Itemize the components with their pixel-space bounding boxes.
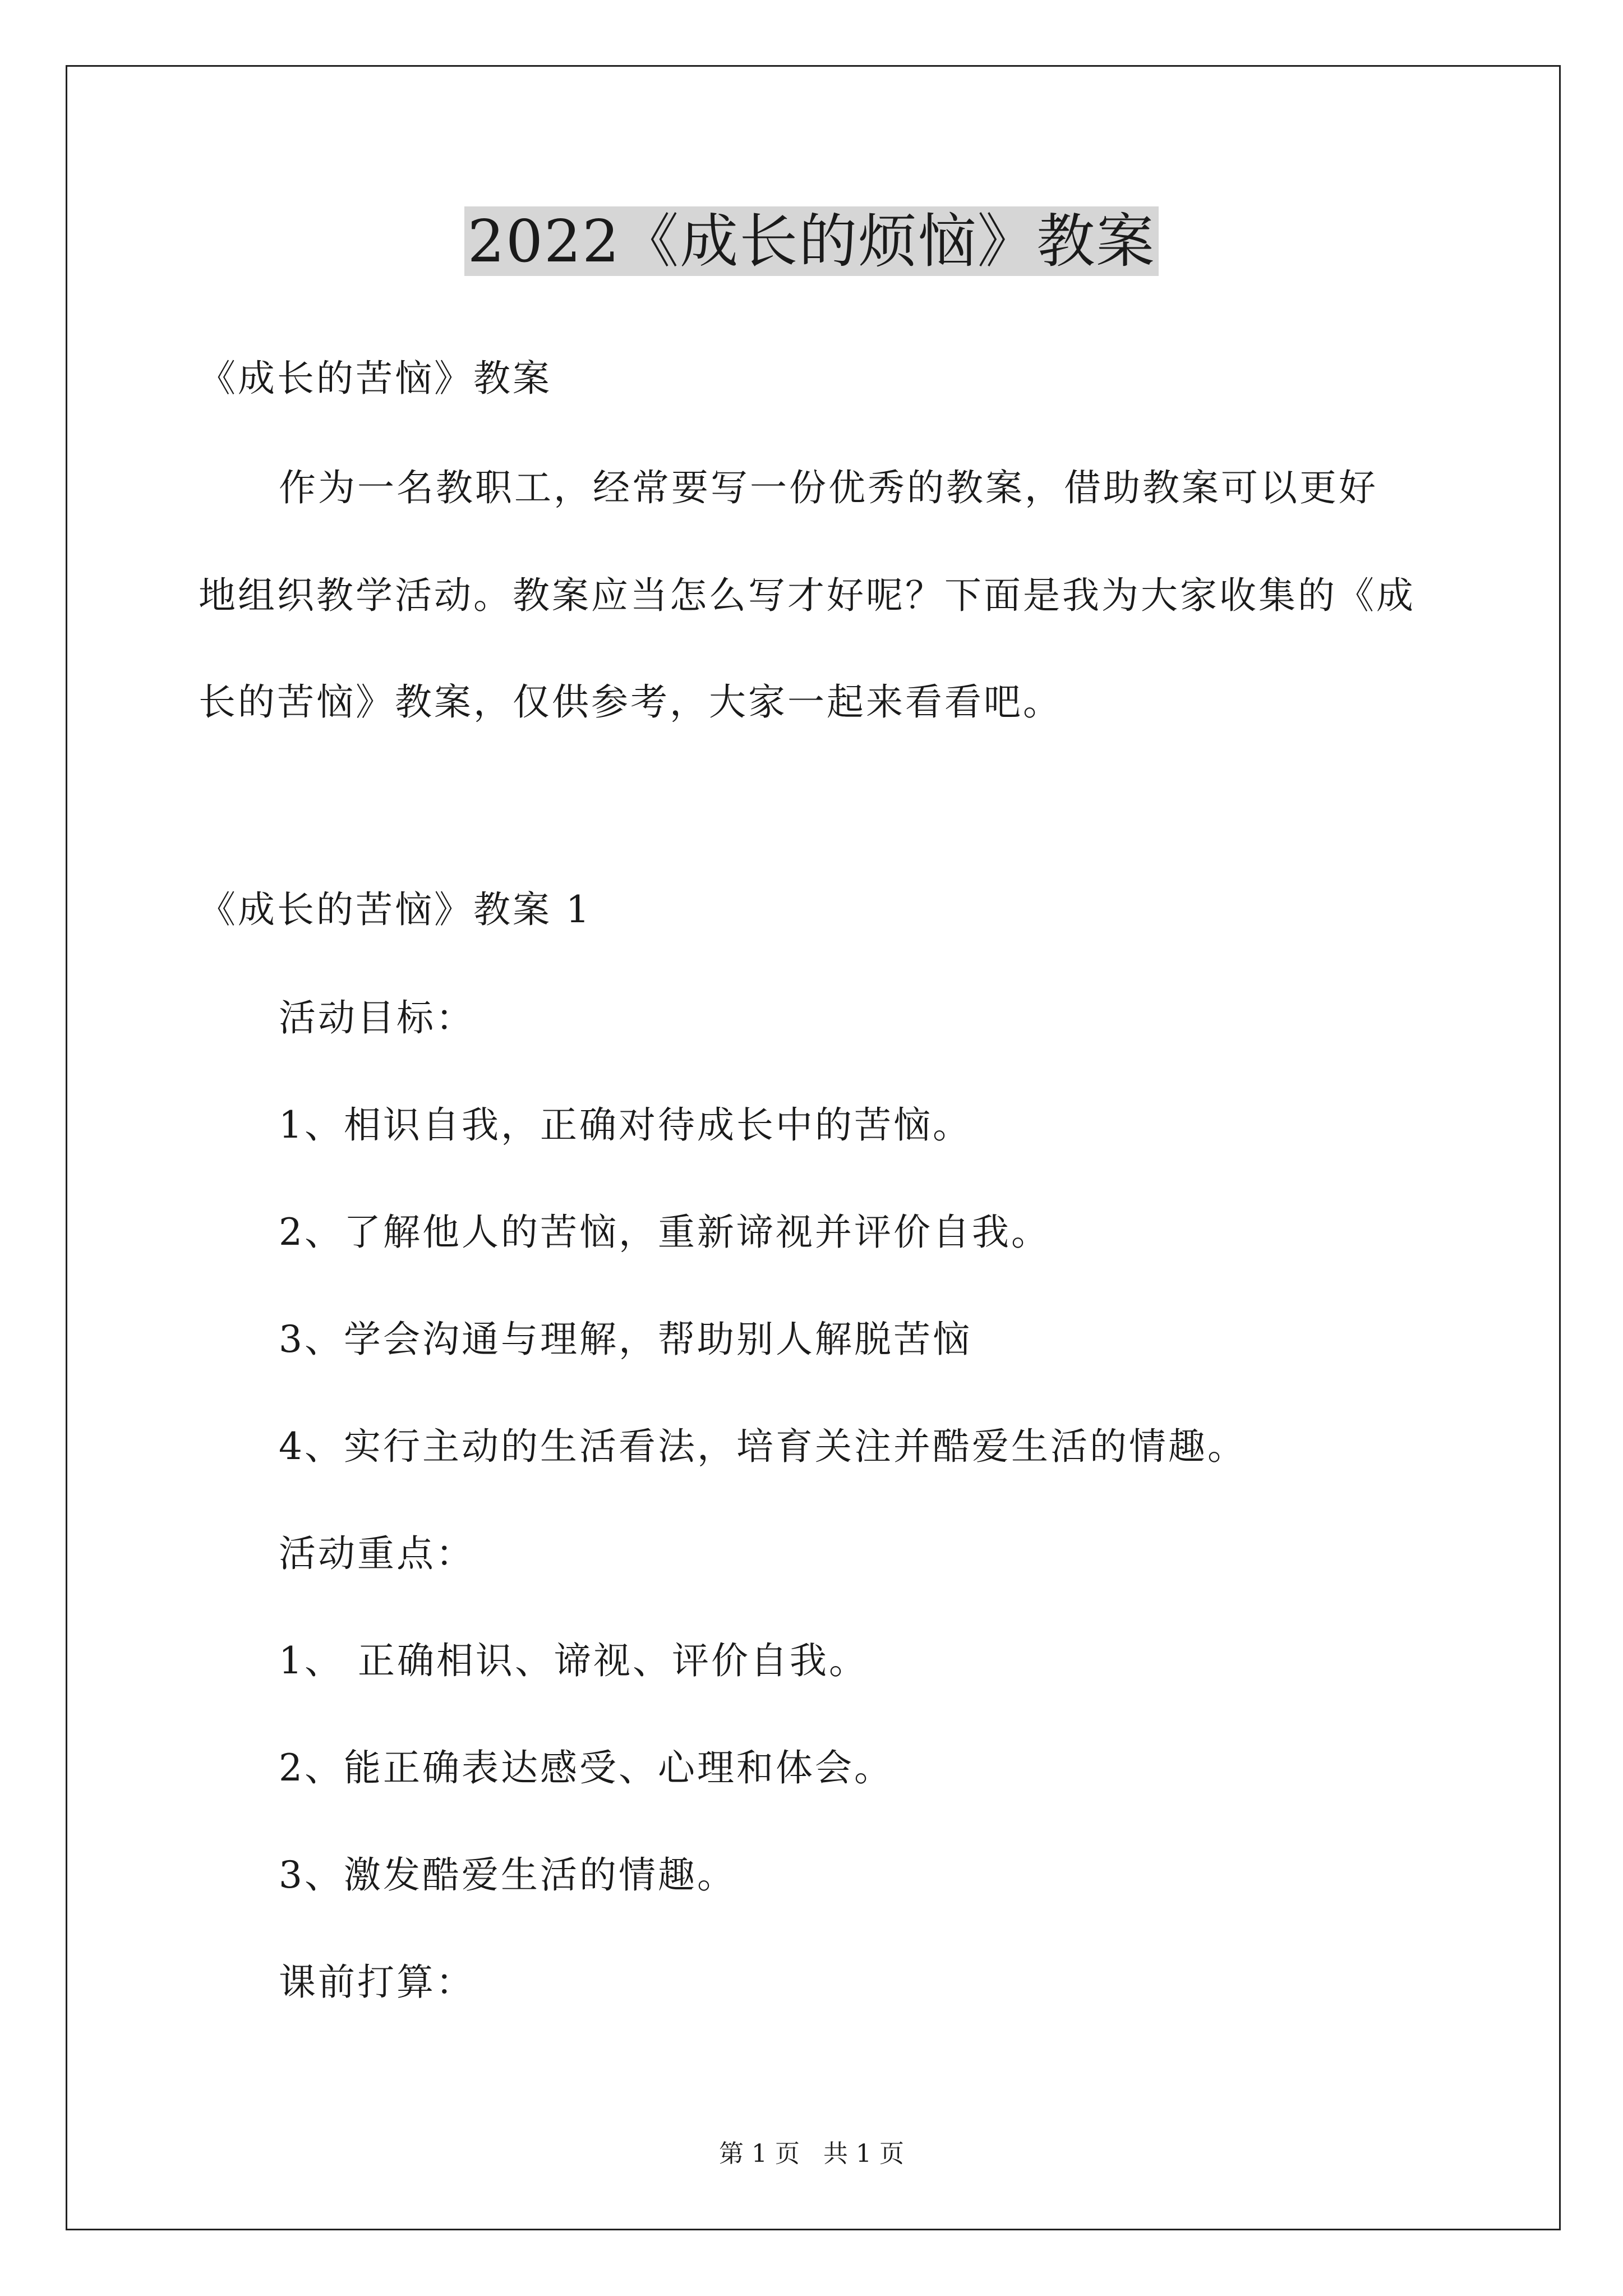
intro-line-2: 地组织教学活动。教案应当怎么写才好呢？下面是我为大家收集的《成: [199, 574, 1415, 617]
intro-line-1: 作为一名教职工，经常要写一份优秀的教案，借助教案可以更好: [279, 466, 1378, 509]
focus-item-3: 3、激发酷爱生活的情趣。: [279, 1853, 736, 1897]
page-number-footer: 第 1 页 共 1 页: [719, 2139, 904, 2168]
focus-item-2: 2、能正确表达感受、心理和体会。: [279, 1746, 893, 1789]
document-title-block: [0, 206, 1623, 276]
goal-item-4: 4、实行主动的生活看法，培育关注并酷爱生活的情趣。: [279, 1425, 1247, 1468]
prep-heading: 课前打算：: [279, 1961, 475, 2004]
document-title: 2022《成长的烦恼》教案: [464, 206, 1159, 276]
section-heading: 《成长的苦恼》教案 1: [199, 888, 592, 931]
subtitle: 《成长的苦恼》教案: [199, 357, 552, 400]
focus-heading: 活动重点：: [279, 1532, 475, 1575]
focus-item-1: 1、 正确相识、谛视、评价自我。: [279, 1639, 868, 1682]
goal-item-3: 3、学会沟通与理解，帮助别人解脱苦恼: [279, 1318, 972, 1361]
goals-heading: 活动目标：: [279, 996, 475, 1039]
goal-item-1: 1、相识自我，正确对待成长中的苦恼。: [279, 1103, 972, 1147]
goal-item-2: 2、了解他人的苦恼，重新谛视并评价自我。: [279, 1211, 1050, 1254]
intro-line-3: 长的苦恼》教案，仅供参考，大家一起来看看吧。: [199, 680, 1062, 724]
